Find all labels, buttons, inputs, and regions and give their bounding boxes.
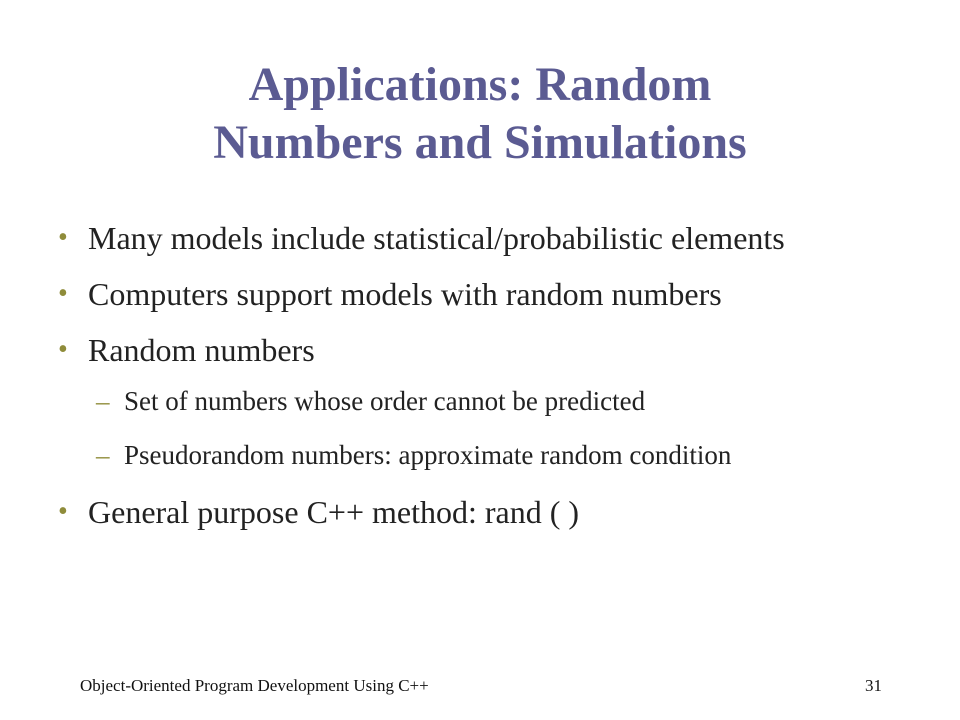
bullet-item — [52, 218, 932, 258]
slide-title — [80, 56, 880, 172]
sub-bullet-text: Set of numbers whose order cannot be predicted — [124, 386, 646, 416]
bullet-dot-icon: • — [58, 334, 68, 365]
dash-icon: – — [96, 440, 110, 470]
bullet-item — [52, 330, 932, 370]
sub-bullet-list — [52, 384, 932, 472]
bullet-text: Computers support models with random numbers — [88, 276, 722, 312]
dash-icon: – — [96, 386, 110, 416]
bullet-item — [52, 274, 932, 314]
sub-bullet-text: Pseudorandom numbers: approximate random condition — [124, 440, 732, 470]
bullet-list — [52, 218, 932, 548]
slide-title-line-1: Applications: Random — [248, 58, 712, 111]
bullet-dot-icon: • — [58, 278, 68, 309]
footer-course-title: Object-Oriented Program Development Using C++ — [80, 676, 429, 695]
bullet-text: Many models include statistical/probabilistic elements — [88, 220, 785, 256]
sub-bullet-item — [52, 384, 932, 418]
bullet-dot-icon: • — [58, 496, 68, 527]
bullet-item — [52, 492, 932, 532]
sub-bullet-item — [52, 438, 932, 472]
bullet-text: Random numbers — [88, 332, 315, 368]
page-number: 31 — [865, 676, 882, 695]
bullet-dot-icon: • — [58, 222, 68, 253]
slide-title-line-2: Numbers and Simulations — [213, 116, 747, 169]
bullet-text: General purpose C++ method: rand ( ) — [88, 494, 580, 530]
